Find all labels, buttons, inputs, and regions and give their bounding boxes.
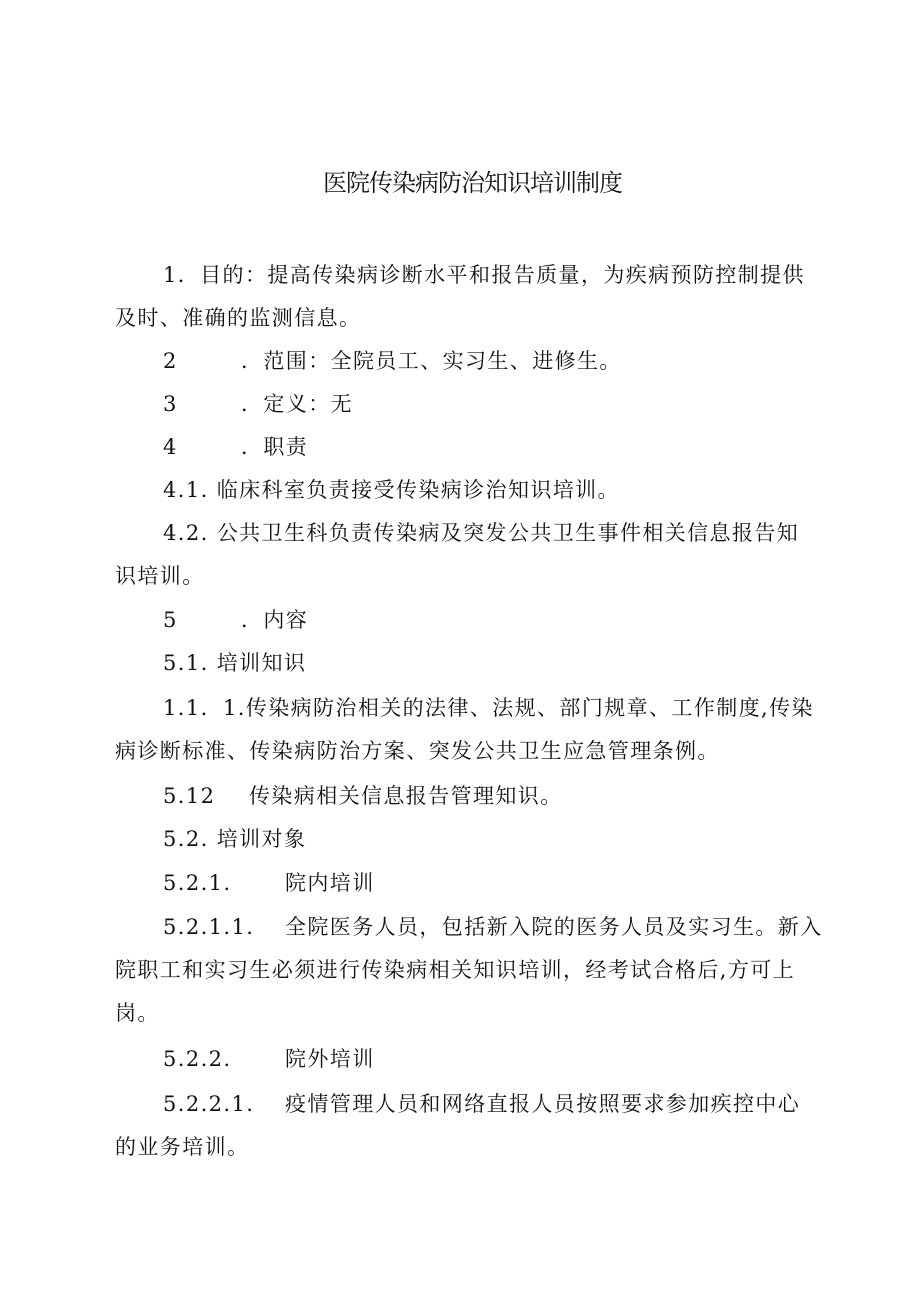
section-number: 4 (163, 435, 178, 459)
paragraph-line (115, 906, 830, 949)
paragraph-line: 5.2. 培训对象 (163, 827, 307, 851)
paragraph-5-1 (115, 642, 830, 685)
section-text: ．职责 (241, 435, 309, 459)
paragraph-line: 1．目的：提高传染病诊断水平和报告质量，为疾病预防控制提供 (163, 263, 805, 287)
paragraph-5-2 (115, 818, 830, 861)
paragraph-4-2 (115, 512, 830, 598)
paragraph-content (115, 599, 830, 642)
paragraph-line: 岗。 (115, 1001, 160, 1025)
paragraph-line: 1.1．1.传染病防治相关的法律、法规、部门规章、工作制度,传染 (163, 696, 814, 720)
section-text: 全院医务人员，包括新入院的医务人员及实习生。新入 (285, 915, 823, 939)
paragraph-line: 识培训。 (115, 564, 205, 588)
paragraph-5-2-2 (115, 1038, 830, 1081)
section-number: 5 (163, 608, 178, 632)
paragraph-line (115, 599, 830, 642)
paragraph-line (115, 1083, 830, 1126)
paragraph-responsibility (115, 426, 830, 469)
paragraph-line: 4.1. 临床科室负责接受传染病诊治知识培训。 (163, 478, 620, 502)
paragraph-5-2-1-1 (115, 906, 830, 1035)
paragraph-line (115, 1038, 830, 1081)
paragraph-line: 5.1. 培训知识 (163, 651, 307, 675)
section-text: 传染病相关信息报告管理知识。 (249, 784, 563, 808)
paragraph-line (115, 426, 830, 469)
section-number: 5.2.2.1. (163, 1092, 255, 1116)
document-title: 医院传染病防治知识培训制度 (323, 169, 622, 197)
section-number: 2 (163, 349, 178, 373)
paragraph-5-2-1 (115, 862, 830, 905)
paragraph-5-1-1 (115, 687, 830, 773)
section-number: 5.2.1. (163, 871, 232, 895)
section-text: 院外培训 (285, 1047, 375, 1071)
paragraph-line (115, 383, 830, 426)
section-number: 5.2.2. (163, 1047, 232, 1071)
section-text: ．内容 (241, 608, 309, 632)
paragraph-5-12 (115, 775, 830, 818)
section-number: 5.2.1.1. (163, 915, 255, 939)
paragraph-definition (115, 383, 830, 426)
paragraph-5-2-2-1 (115, 1083, 830, 1169)
section-number: 3 (163, 392, 178, 416)
paragraph-4-1 (115, 469, 830, 512)
paragraph-line: 的业务培训。 (115, 1135, 250, 1159)
paragraph-scope (115, 340, 830, 383)
paragraph-line: 4.2. 公共卫生科负责传染病及突发公共卫生事件相关信息报告知 (163, 521, 800, 545)
section-text: ．范围：全院员工、实习生、进修生。 (241, 349, 622, 373)
paragraph-purpose (115, 254, 830, 340)
paragraph-line (115, 340, 830, 383)
paragraph-line (115, 862, 830, 905)
paragraph-line: 及时、准确的监测信息。 (115, 306, 362, 330)
paragraph-line: 院职工和实习生必须进行传染病相关知识培训，经考试合格后,方可上 (115, 958, 796, 982)
paragraph-line (115, 775, 830, 818)
section-text: 院内培训 (285, 871, 375, 895)
section-text: ．定义：无 (241, 392, 353, 416)
section-number: 5.12 (163, 784, 216, 808)
paragraph-line: 病诊断标准、传染病防治方案、突发公共卫生应急管理条例。 (115, 739, 720, 763)
section-text: 疫情管理人员和网络直报人员按照要求参加疾控中心 (285, 1092, 801, 1116)
